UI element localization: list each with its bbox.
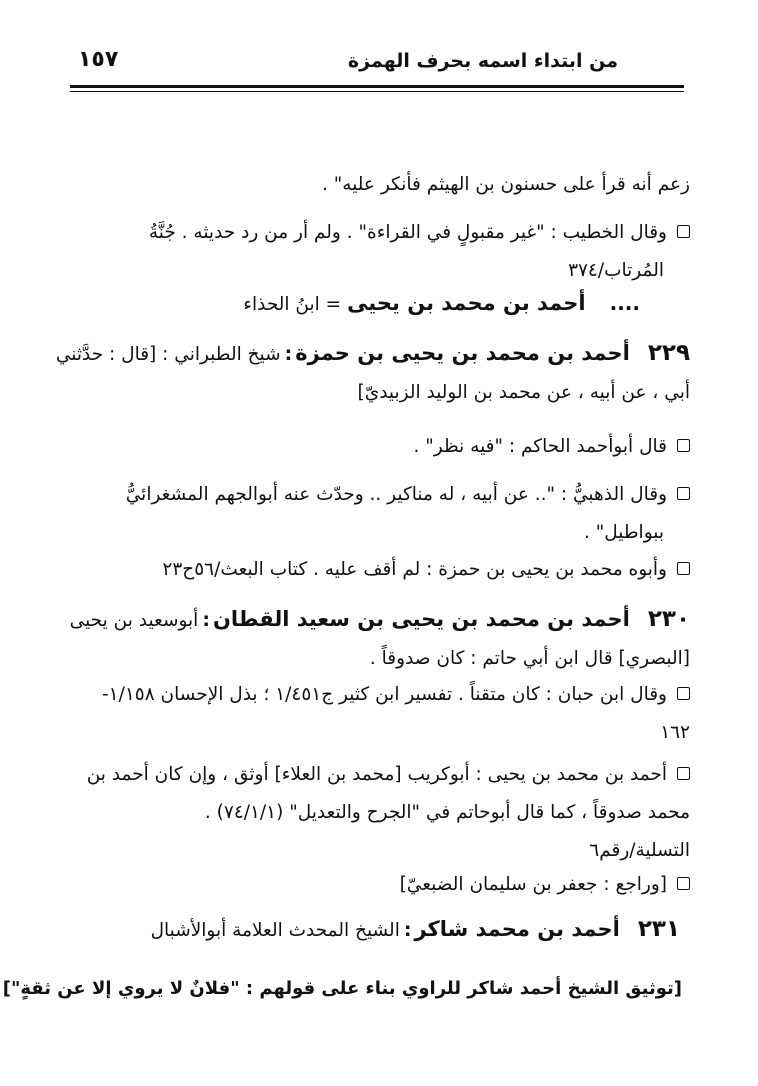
bullet-note xyxy=(400,866,690,904)
heading-text: [توثيق الشيخ أحمد شاكر للراوي بناء على قولهم : "فلانٌ لا يروي إلا عن ثقةٍ"] xyxy=(2,978,682,999)
text-line xyxy=(322,166,690,204)
note-continuation: ١٦٢ xyxy=(660,722,690,743)
entry-description: الشيخ المحدث العلامة أبوالأشبال xyxy=(150,920,400,941)
square-bullet-icon xyxy=(677,562,690,575)
reference-target: = ابنُ الحذاء xyxy=(243,294,342,315)
entry-description: شيخ الطبراني : [قال : حدَّثني xyxy=(55,344,281,365)
entry-continuation: [البصري] قال ابن أبي حاتم : كان صدوقاً . xyxy=(369,648,690,669)
note-text: أحمد بن محمد بن يحيى : أبوكريب [محمد بن العلاء] أوثق ، وإن كان أحمد بن xyxy=(86,764,667,785)
square-bullet-icon xyxy=(677,225,690,238)
entry-231 xyxy=(151,910,680,950)
note-text: [وراجع : جعفر بن سليمان الضبعيّ] xyxy=(399,874,667,895)
cross-reference xyxy=(243,284,640,324)
note-text: وأبوه محمد بن يحيى بن حمزة : لم أقف عليه . كتاب البعث/٥٦ح٢٣ xyxy=(162,559,667,580)
note-text: قال أبوأحمد الحاكم : "فيه نظر" . xyxy=(413,436,667,457)
bullet-note xyxy=(126,476,690,552)
bullet-note xyxy=(102,676,690,752)
entry-229 xyxy=(56,334,690,412)
entry-continuation: أبي ، عن أبيه ، عن محمد بن الوليد الزبيديّ] xyxy=(357,382,690,403)
entry-description: أبوسعيد بن يحيى xyxy=(69,610,199,631)
line-text: زعم أنه قرأ على حسنون بن الهيثم فأنكر عليه" . xyxy=(322,174,690,195)
ellipsis-marker: .... xyxy=(609,291,640,315)
square-bullet-icon xyxy=(677,877,690,890)
entry-number: ٢٣١ xyxy=(637,916,680,942)
bullet-note xyxy=(162,551,690,589)
entry-name: أحمد بن محمد بن يحيى بن سعيد القطان xyxy=(212,607,630,631)
note-text: وقال ابن حبان : كان متقناً . تفسير ابن كثير ج١/٤٥١ ؛ بذل الإحسان ١/١٥٨- xyxy=(101,684,667,705)
page-number: ١٥٧ xyxy=(78,47,119,72)
square-bullet-icon xyxy=(677,687,690,700)
square-bullet-icon xyxy=(677,487,690,500)
bullet-note xyxy=(87,756,690,870)
bullet-note xyxy=(413,428,690,466)
entry-number: ٢٣٠ xyxy=(647,606,690,632)
entry-230 xyxy=(70,600,690,678)
note-text: وقال الذهبيُّ : ".. عن أبيه ، له مناكير .. وحدّث عنه أبوالجهم المشغرائيُّ xyxy=(125,484,667,505)
entry-name: أحمد بن محمد شاكر xyxy=(414,917,620,941)
square-bullet-icon xyxy=(677,767,690,780)
note-continuation: المُرتاب/٣٧٤ xyxy=(568,260,664,281)
entry-name: أحمد بن محمد بن يحيى بن حمزة xyxy=(295,341,630,365)
note-continuation: التسلية/رقم٦ xyxy=(589,840,690,861)
entry-separator: : xyxy=(202,609,210,631)
note-text: وقال الخطيب : "غير مقبولٍ في القراءة" . ولم أر من رد حديثه . جُنَّةُ xyxy=(148,222,667,243)
section-heading xyxy=(3,970,682,1008)
note-continuation: ببواطيل" . xyxy=(583,522,664,543)
header-rule-thin xyxy=(70,91,684,92)
entry-separator: : xyxy=(284,343,293,365)
square-bullet-icon xyxy=(677,439,690,452)
bullet-note xyxy=(149,214,690,290)
entry-name: أحمد بن محمد بن يحيى xyxy=(347,291,586,315)
entry-number: ٢٢٩ xyxy=(647,340,690,366)
header-rule-thick xyxy=(70,85,684,88)
running-header-title: من ابتداء اسمه بحرف الهمزة xyxy=(347,50,618,72)
entry-separator: : xyxy=(403,919,412,941)
note-continuation: محمد صدوقاً ، كما قال أبوحاتم في "الجرح والتعديل" (٧٤/١/١) . xyxy=(204,802,690,823)
